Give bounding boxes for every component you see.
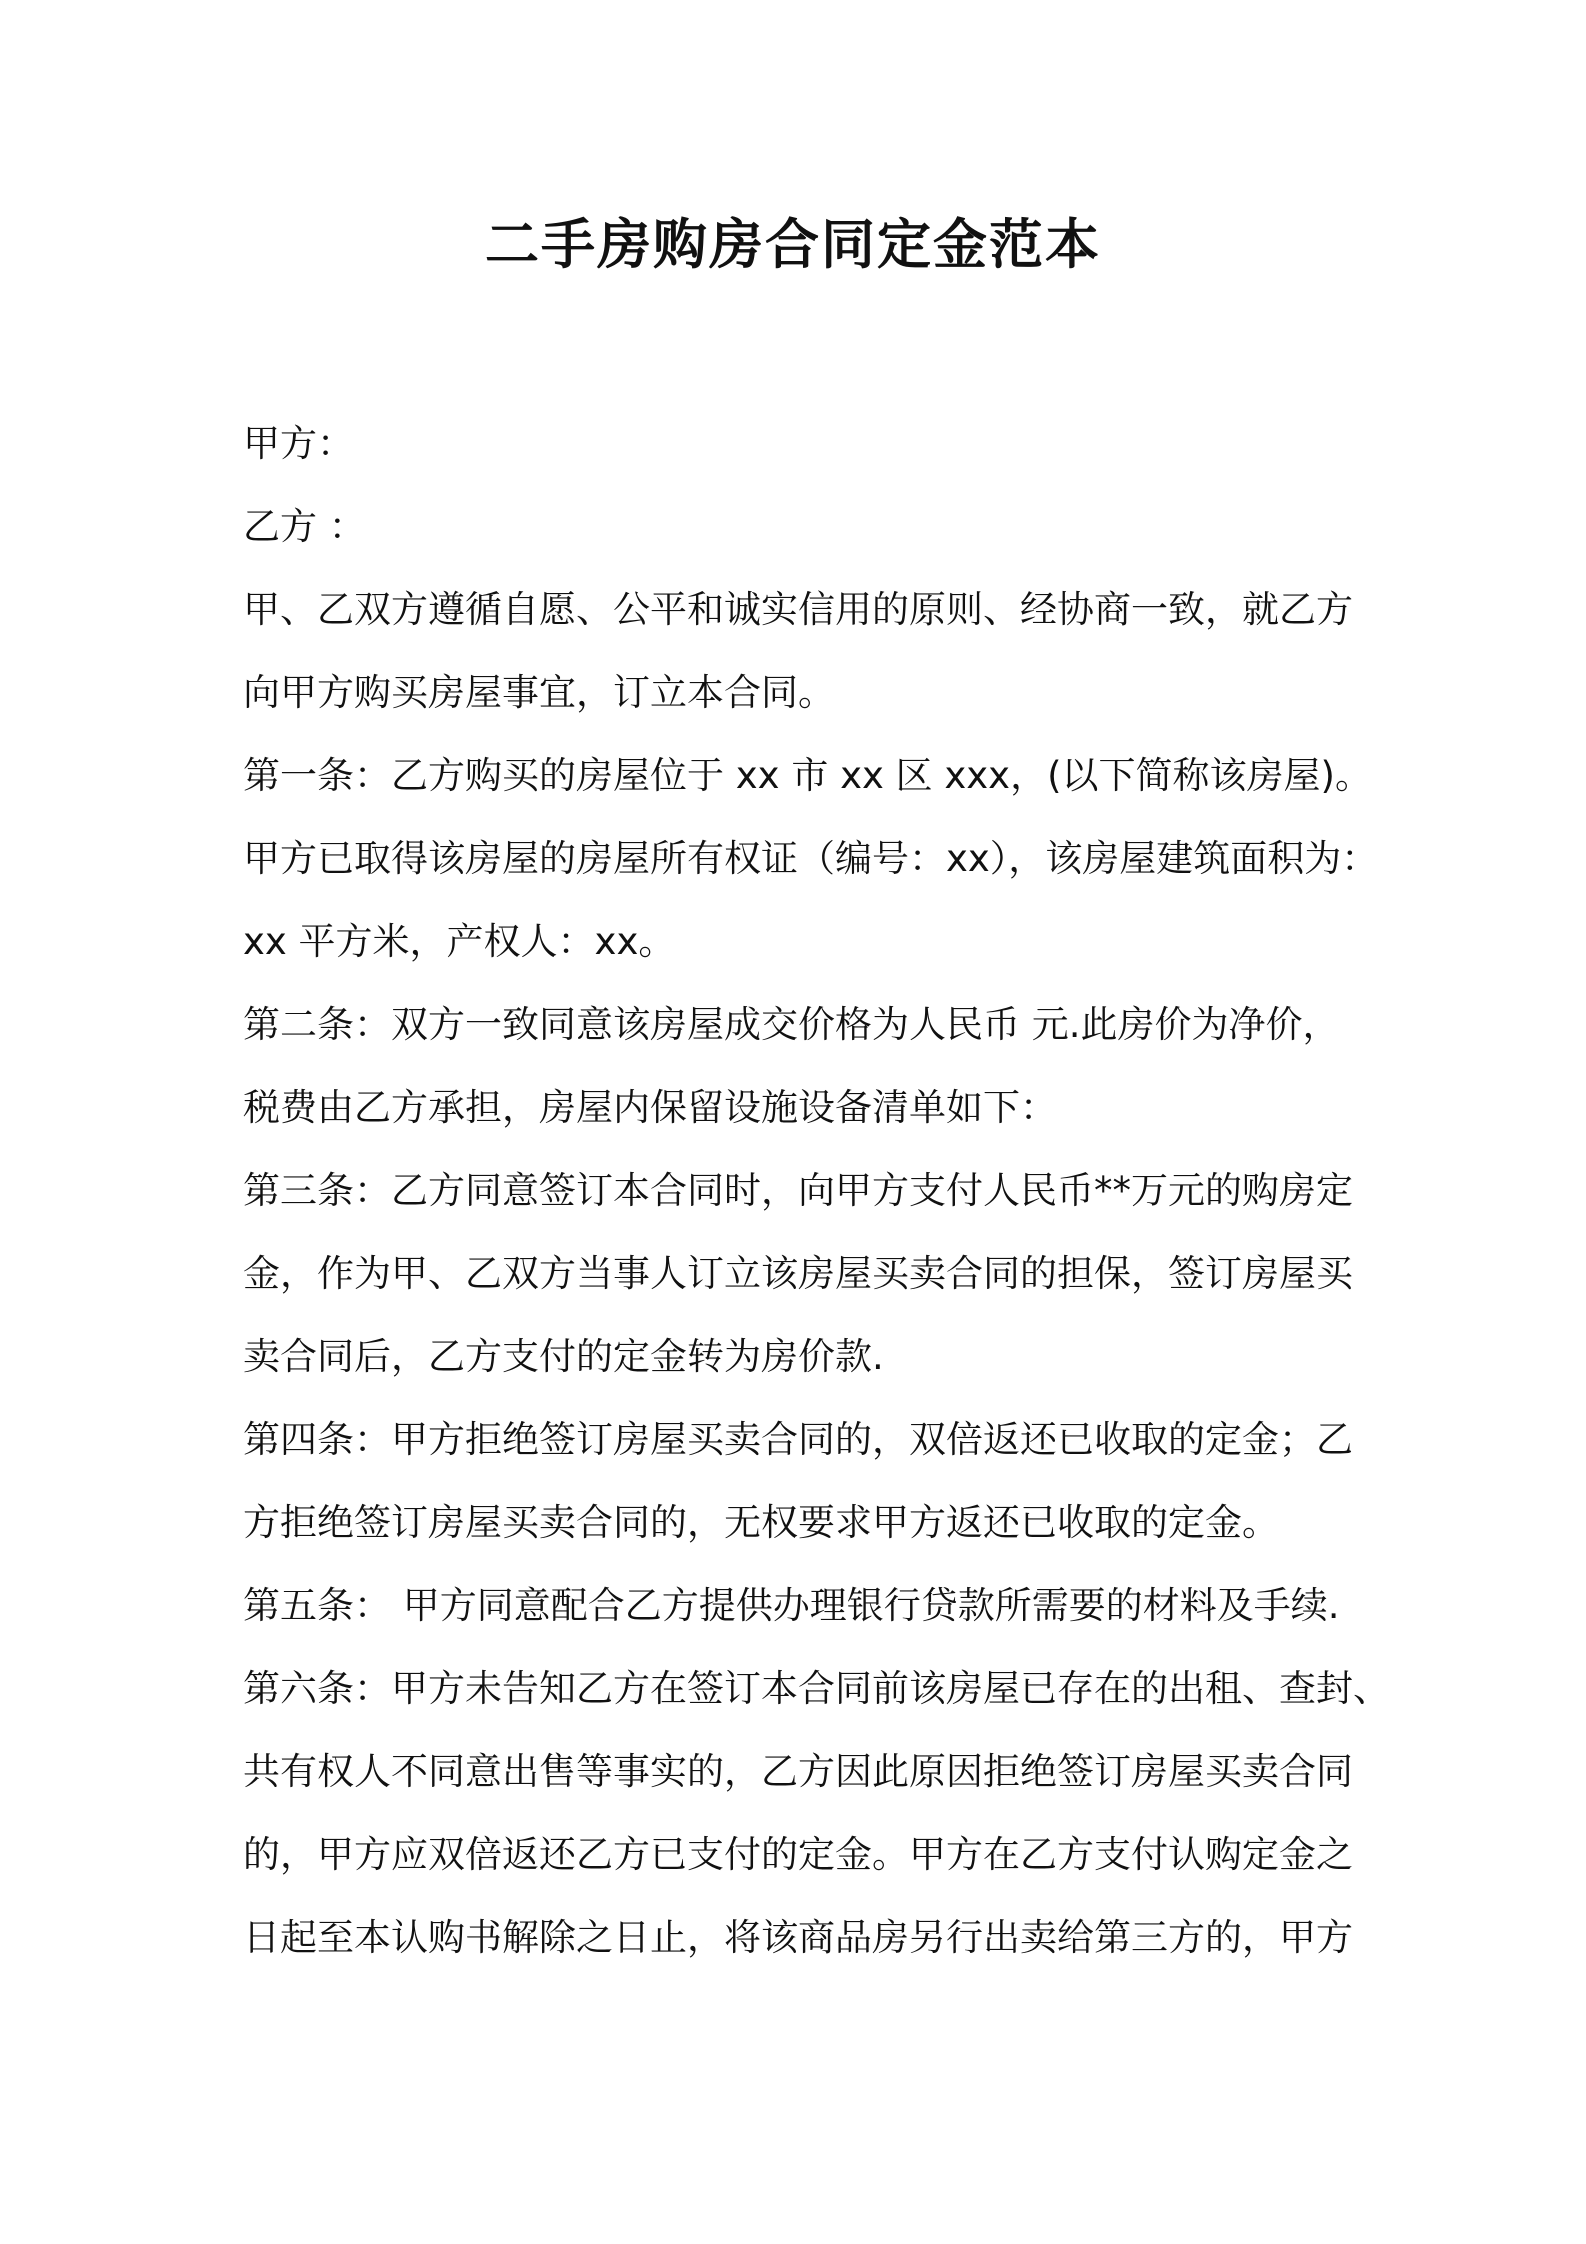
text-line: 向甲方购买房屋事宜，订立本合同。 — [243, 671, 835, 714]
text-line: 第四条：甲方拒绝签订房屋买卖合同的，双倍返还已收取的定金；乙 — [243, 1418, 1353, 1461]
text-line: 第五条： 甲方同意配合乙方提供办理银行贷款所需要的材料及手续. — [243, 1584, 1340, 1627]
document-body — [243, 402, 1390, 1979]
text-line: 甲、乙双方遵循自愿、公平和诚实信用的原则、经协商一致，就乙方 — [243, 588, 1353, 631]
text-line: 卖合同后，乙方支付的定金转为房价款. — [243, 1335, 884, 1378]
text-line: 第六条：甲方未告知乙方在签订本合同前该房屋已存在的出租、查封、 — [243, 1667, 1390, 1710]
text-line: 甲方： — [243, 422, 354, 465]
text-line: 金，作为甲、乙双方当事人订立该房屋买卖合同的担保，签订房屋买 — [243, 1252, 1353, 1295]
text-line: 第二条：双方一致同意该房屋成交价格为人民币 元.此房价为净价， — [243, 1003, 1340, 1046]
document-title: 二手房购房合同定金范本 — [485, 213, 1101, 276]
text-line: 甲方已取得该房屋的房屋所有权证（编号：xx），该房屋建筑面积为： — [243, 837, 1379, 880]
text-line: 第一条：乙方购买的房屋位于 xx 市 xx 区 xxx，(以下简称该房屋)。 — [243, 754, 1372, 797]
text-line: xx 平方米，产权人：xx。 — [243, 920, 676, 963]
text-line: 税费由乙方承担，房屋内保留设施设备清单如下： — [243, 1086, 1057, 1129]
text-line: 第三条：乙方同意签订本合同时，向甲方支付人民币**万元的购房定 — [243, 1169, 1353, 1212]
text-line: 日起至本认购书解除之日止，将该商品房另行出卖给第三方的，甲方 — [243, 1916, 1353, 1959]
text-line: 乙方 ： — [243, 505, 366, 548]
text-line: 的，甲方应双倍返还乙方已支付的定金。甲方在乙方支付认购定金之 — [243, 1833, 1353, 1876]
text-line: 共有权人不同意出售等事实的，乙方因此原因拒绝签订房屋买卖合同 — [243, 1750, 1353, 1793]
text-line: 方拒绝签订房屋买卖合同的，无权要求甲方返还已收取的定金。 — [243, 1501, 1279, 1544]
